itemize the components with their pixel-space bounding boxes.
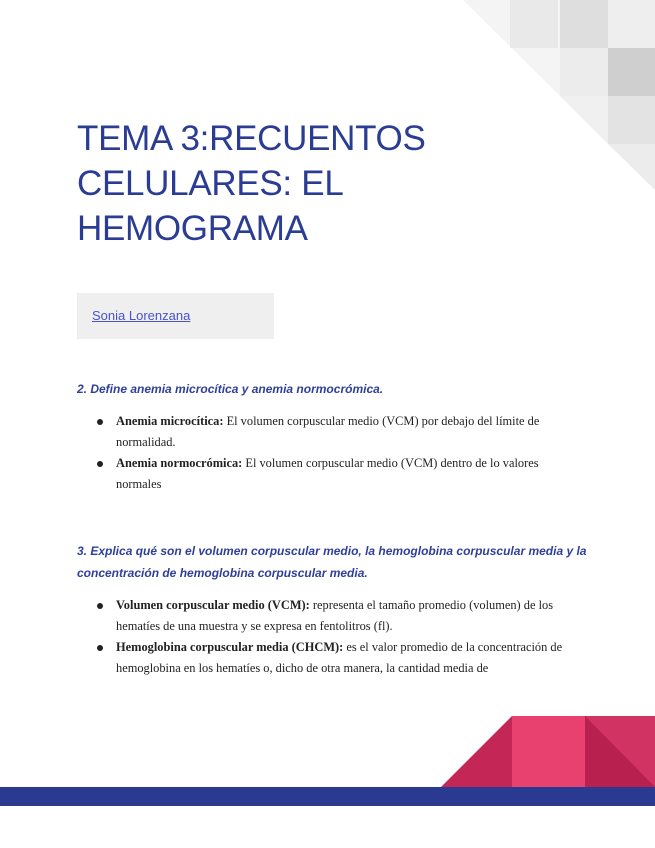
item-term: Anemia normocrómica: [116, 456, 243, 470]
bullet-icon [97, 419, 103, 425]
item-term: Volumen corpuscular medio (VCM): [116, 598, 310, 612]
author-link[interactable]: Sonia Lorenzana [92, 308, 191, 323]
list-item [97, 595, 567, 637]
question-heading-3: 3. Explica qué son el volumen corpuscular medio, la hemoglobina corpuscular media y la concentración de hemoglobina corpuscular media. [77, 544, 587, 580]
bullet-icon [97, 461, 103, 467]
item-text: El volumen corpuscular medio (VCM) por debajo del límite de normalidad. [116, 414, 540, 449]
author-box [77, 293, 274, 339]
list-item [97, 637, 567, 679]
list-item [97, 453, 567, 495]
corner-pattern-bottom [441, 716, 655, 787]
item-text: El volumen corpuscular medio (VCM) dentro de lo valores normales [116, 456, 539, 491]
item-text: es el valor promedio de la concentración de hemoglobina en los hematíes o, dicho de otra manera, la cantidad media de [116, 640, 563, 675]
list-item [97, 411, 567, 453]
page-title: TEMA 3:RECUENTOS CELULARES: EL HEMOGRAMA [77, 119, 426, 248]
answer-list-3 [97, 595, 567, 679]
bullet-icon [97, 603, 103, 609]
item-text: representa el tamaño promedio (volumen) de los hematíes de una muestra y se expresa en fentolitros (fl). [116, 598, 554, 633]
item-term: Hemoglobina corpuscular media (CHCM): [116, 640, 344, 654]
bullet-icon [97, 645, 103, 651]
question-heading-2: 2. Define anemia microcítica y anemia normocrómica. [77, 382, 384, 396]
item-term: Anemia microcítica: [116, 414, 224, 428]
footer-bar [0, 787, 655, 806]
answer-list-2 [97, 411, 567, 495]
